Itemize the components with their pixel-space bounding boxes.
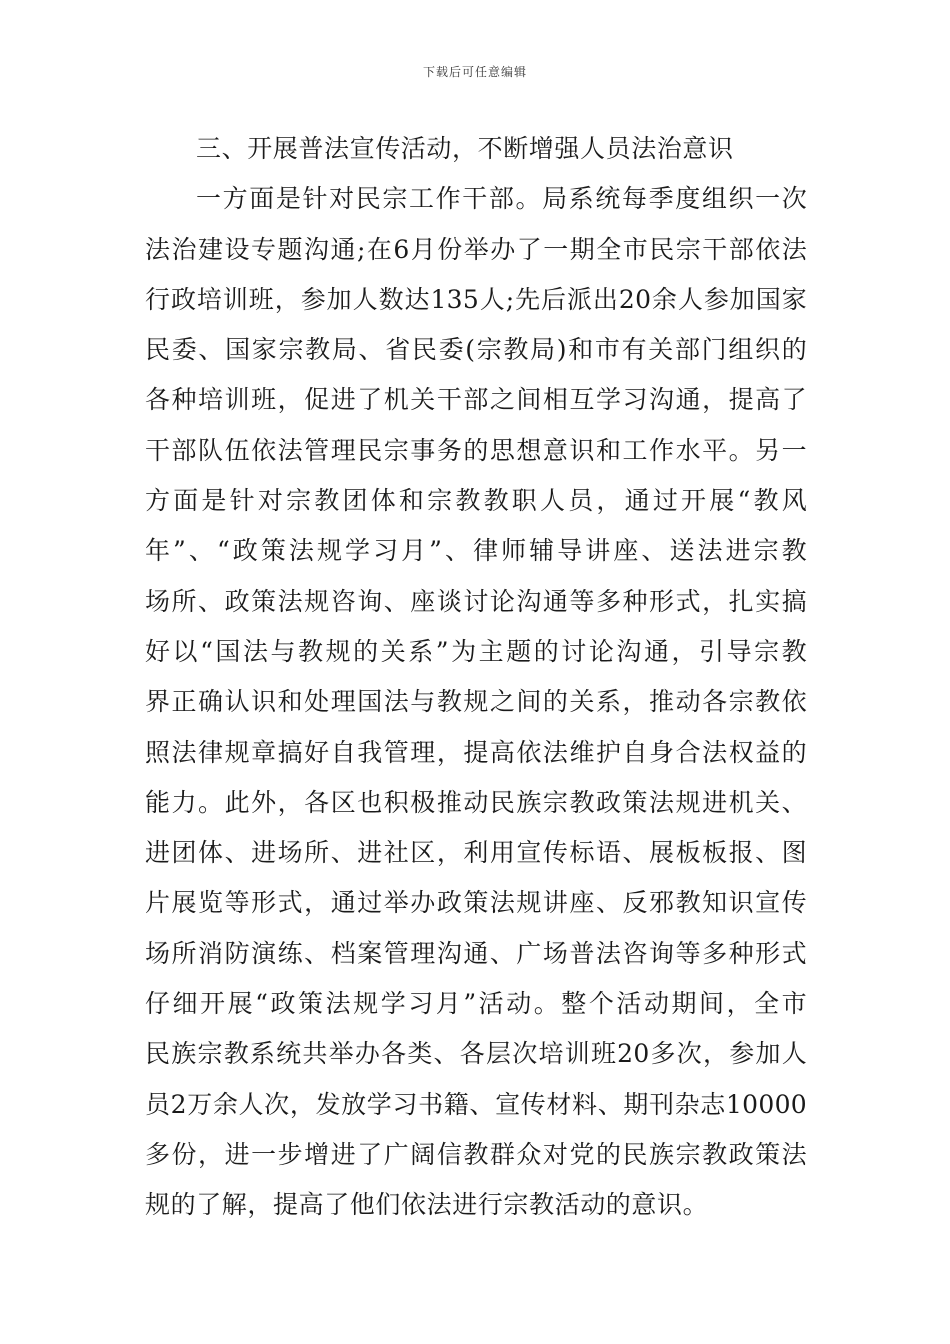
paragraph-line: 一方面是针对民宗工作干部。局系统每季度组织一次 xyxy=(196,184,807,214)
paragraph-line: 界正确认识和处理国法与教规之间的关系，推动各宗教依 xyxy=(145,687,807,717)
section-heading: 三、开展普法宣传活动，不断增强人员法治意识 xyxy=(196,134,734,163)
paragraph-line: 场所消防演练、档案管理沟通、广场普法咨询等多种形式 xyxy=(145,938,807,968)
paragraph-line: 好以“国法与教规的关系”为主题的讨论沟通，引导宗教 xyxy=(145,636,807,666)
paragraph-line: 场所、政策法规咨询、座谈讨论沟通等多种形式，扎实搞 xyxy=(145,586,807,616)
paragraph-line: 进团体、进场所、进社区，利用宣传标语、展板板报、图 xyxy=(145,838,807,868)
paragraph-line: 法治建设专题沟通;在6月份举办了一期全市民宗干部依法 xyxy=(145,234,807,264)
paragraph-line: 仔细开展“政策法规学习月”活动。整个活动期间，全市 xyxy=(145,989,807,1019)
paragraph-line: 民委、国家宗教局、省民委(宗教局)和市有关部门组织的 xyxy=(145,335,807,365)
paragraph-line: 各种培训班，促进了机关干部之间相互学习沟通，提高了 xyxy=(145,385,807,415)
paragraph-line: 方面是针对宗教团体和宗教教职人员，通过开展“教风 xyxy=(145,486,807,516)
paragraph-line: 片展览等形式，通过举办政策法规讲座、反邪教知识宣传 xyxy=(145,888,807,918)
paragraph-line: 多份，进一步增进了广阔信教群众对党的民族宗教政策法 xyxy=(145,1139,807,1169)
paragraph-line: 照法律规章搞好自我管理，提高依法维护自身合法权益的 xyxy=(145,737,807,767)
paragraph-line: 能力。此外，各区也积极推动民族宗教政策法规进机关、 xyxy=(145,787,807,817)
paragraph-line: 年”、“政策法规学习月”、律师辅导讲座、送法进宗教 xyxy=(145,536,807,566)
paragraph-line: 干部队伍依法管理民宗事务的思想意识和工作水平。另一 xyxy=(145,435,807,465)
document-body xyxy=(145,124,807,1231)
paragraph-line: 民族宗教系统共举办各类、各层次培训班20多次，参加人 xyxy=(145,1039,807,1069)
paragraph-line-last: 规的了解，提高了他们依法进行宗教活动的意识。 xyxy=(145,1190,709,1220)
paragraph-line: 行政培训班，参加人数达135人;先后派出20余人参加国家 xyxy=(145,284,807,314)
page-header-watermark: 下载后可任意编辑 xyxy=(422,65,527,79)
paragraph-line: 员2万余人次，发放学习书籍、宣传材料、期刊杂志10000 xyxy=(145,1089,807,1119)
